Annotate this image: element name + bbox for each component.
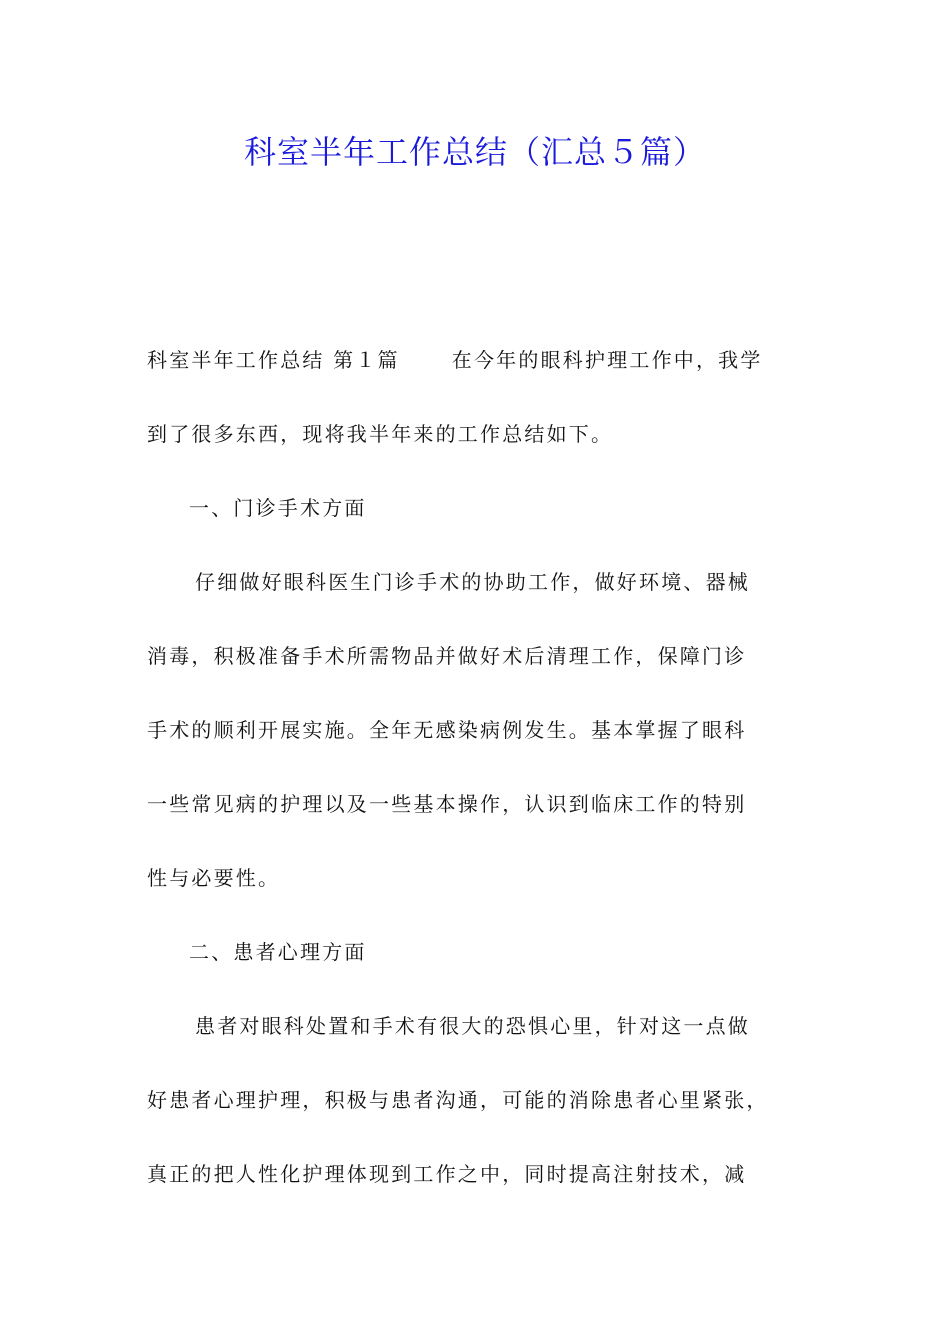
subheading-patient-psychology: 二、患者心理方面 [189, 940, 367, 964]
paragraph-line: 仔细做好眼科医生门诊手术的协助工作，做好环境、器械 [195, 570, 750, 594]
paragraph-line: 性与必要性。 [147, 866, 281, 890]
paragraph-line: 手术的顺利开展实施。全年无感染病例发生。基本掌握了眼科 [147, 718, 747, 742]
paragraph-line: 患者对眼科处置和手术有很大的恐惧心里，针对这一点做 [195, 1014, 750, 1038]
paragraph-text: 在今年的眼科护理工作中，我学 [451, 348, 763, 372]
subheading-outpatient-surgery: 一、门诊手术方面 [189, 496, 367, 520]
paragraph-line: 好患者心理护理，积极与患者沟通，可能的消除患者心里紧张， [147, 1088, 769, 1112]
document-body [147, 333, 807, 1221]
paragraph-line: 一些常见病的护理以及一些基本操作，认识到临床工作的特别 [147, 792, 747, 816]
document-title: 科室半年工作总结（汇总５篇） [243, 133, 706, 171]
intro-line [147, 333, 807, 407]
paragraph-line: 真正的把人性化护理体现到工作之中，同时提高注射技术，减 [147, 1162, 747, 1186]
paragraph-line: 消毒，积极准备手术所需物品并做好术后清理工作，保障门诊 [147, 644, 747, 668]
section-heading-1: 科室半年工作总结 第１篇 [147, 348, 400, 372]
paragraph-line: 到了很多东西，现将我半年来的工作总结如下。 [147, 422, 614, 446]
